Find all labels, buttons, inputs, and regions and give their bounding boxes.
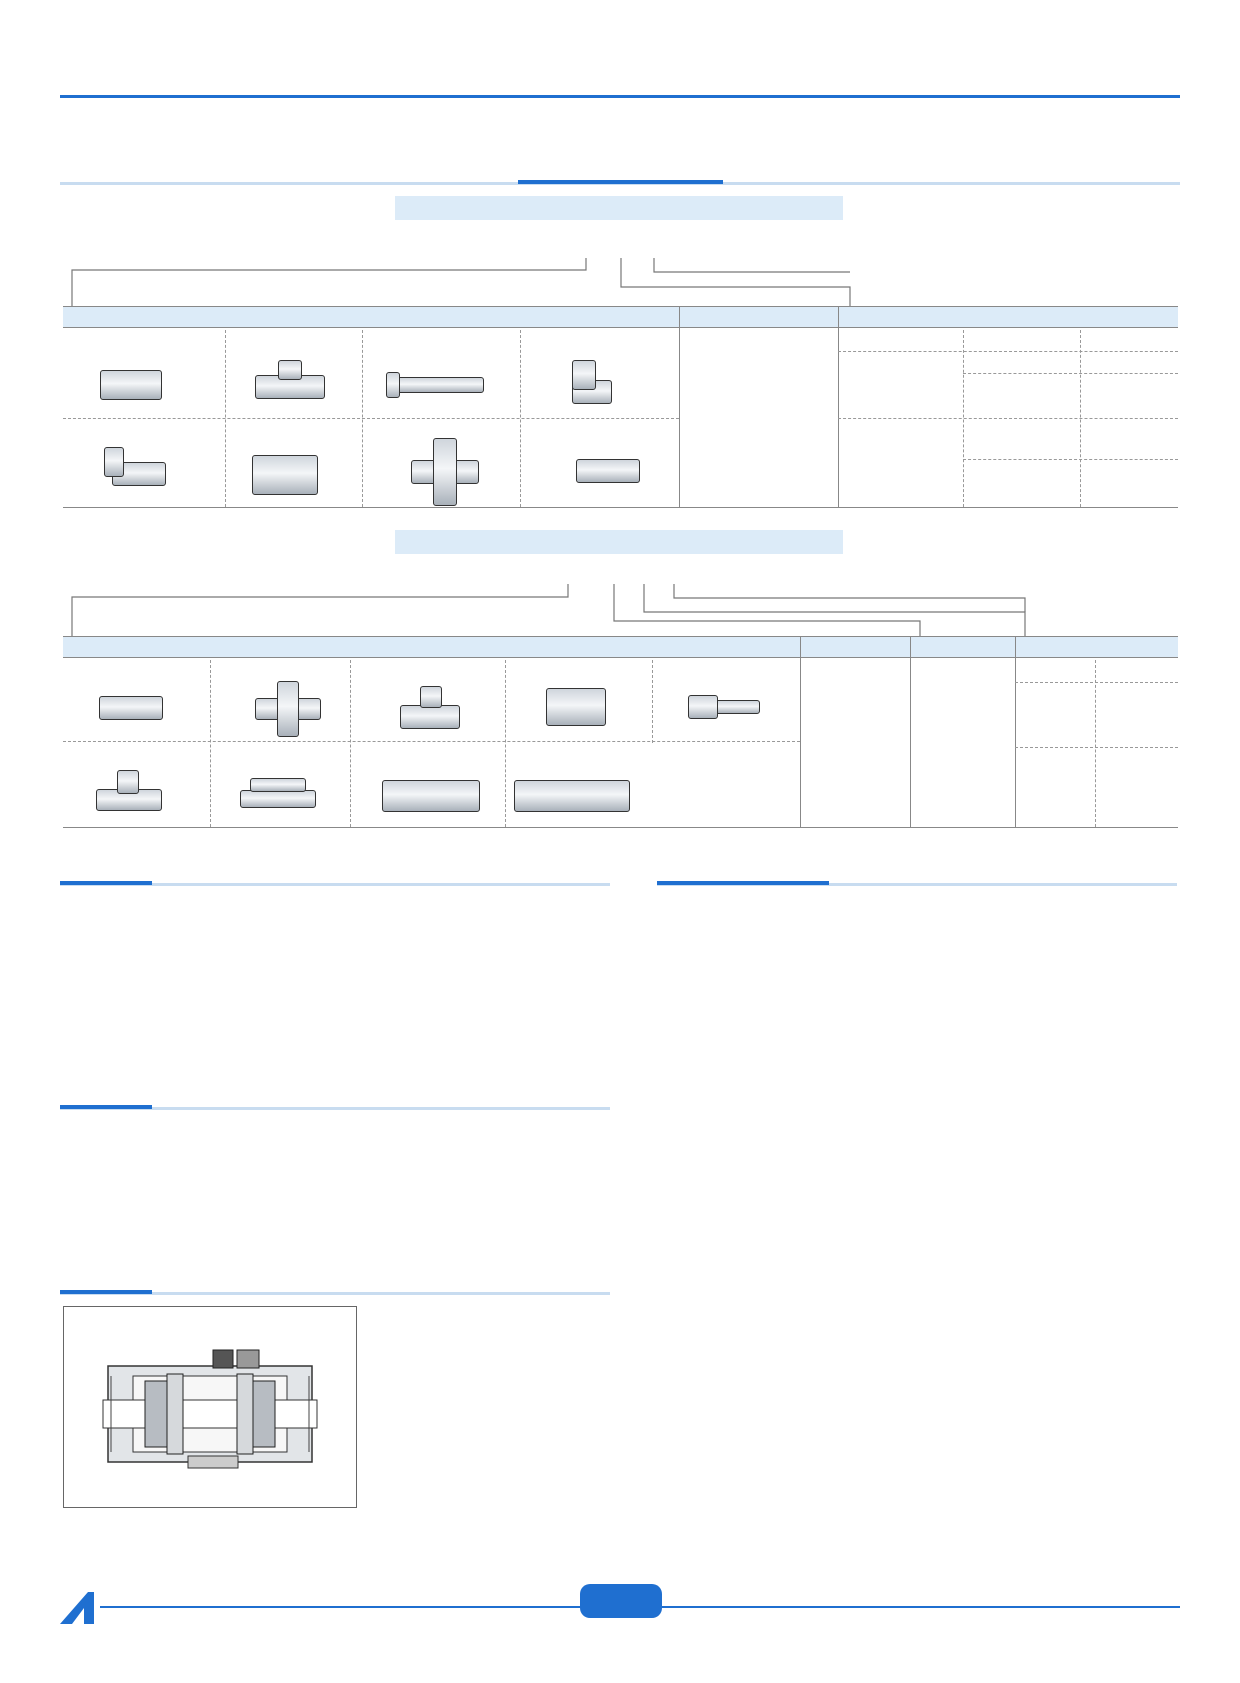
page-number	[580, 1584, 662, 1618]
